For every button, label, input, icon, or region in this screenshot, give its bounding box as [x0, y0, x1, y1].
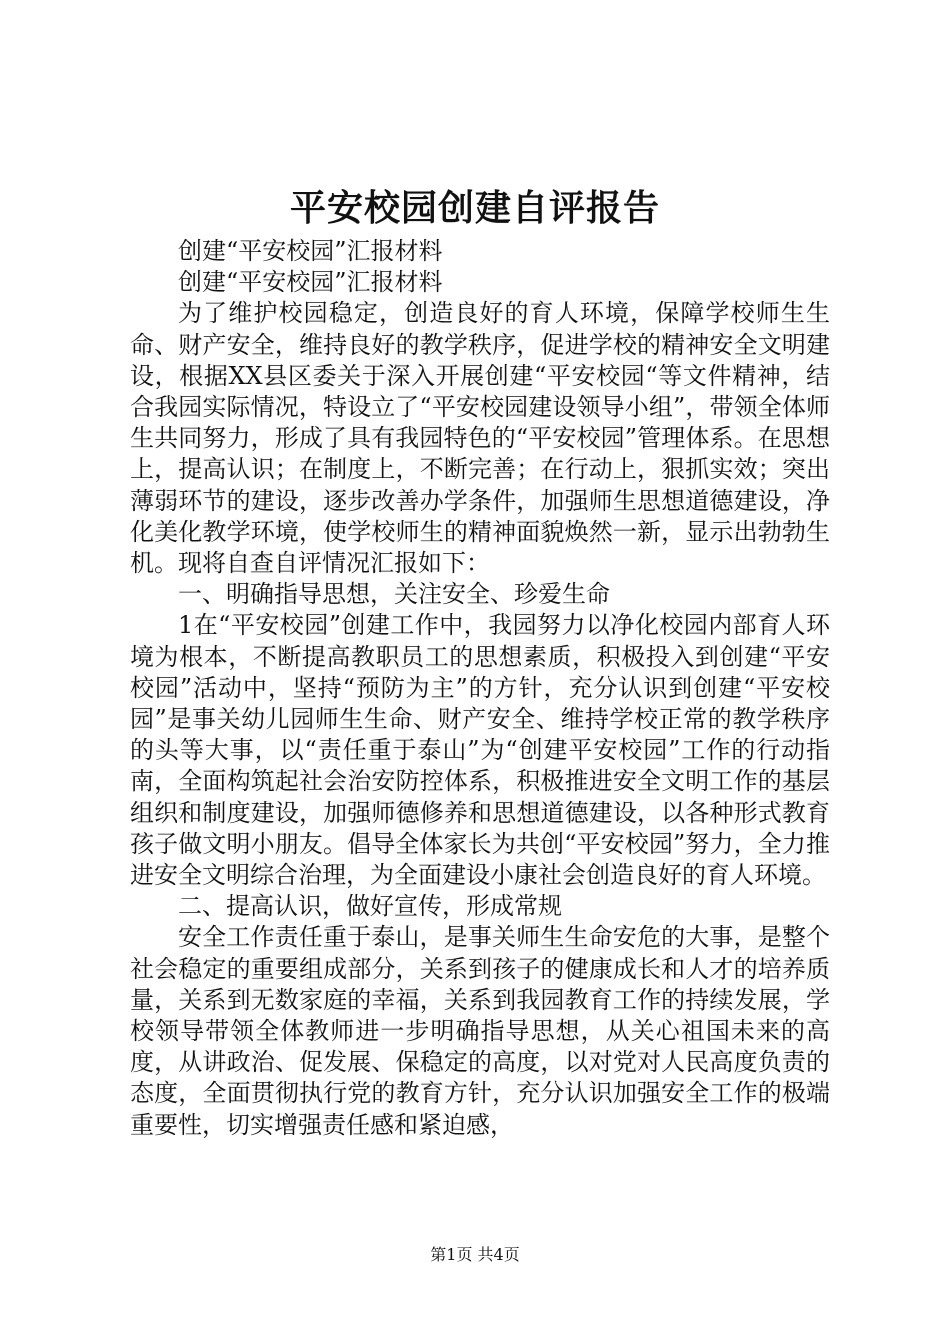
document-body [130, 236, 830, 1141]
heading-report-material-2: 创建“平安校园”汇报材料 [178, 268, 443, 297]
section-2-paragraph: 安全工作责任重于泰山，是事关师生生命安危的大事，是整个社会稳定的重要组成部分，关系到孩子的健康成长和人才的培养质量，关系到无数家庭的幸福，关系到我园教育工作的持续发展，学校领导带领全体教师进一步明确指导思想，从关心祖国未来的高度，从讲政治、促发展、保稳定的高度，以对党对人民高度负责的态度，全面贯彻执行党的教育方针，充分认识加强安全工作的极端重要性，切实增强责任感和紧迫感， [130, 923, 830, 1139]
document-title: 平安校园创建自评报告 [289, 187, 660, 229]
page-footer: 第1页 共4页 [430, 1245, 520, 1264]
intro-paragraph: 为了维护校园稳定，创造良好的育人环境，保障学校师生生命、财产安全，维持良好的教学秩序，促进学校的精神安全文明建设，根据XX县区委关于深入开展创建“平安校园“等文件精神，结合我园实际情况，特设立了“平安校园建设领导小组”，带领全体师生共同努力，形成了具有我园特色的“平安校园”管理体系。在思想上，提高认识；在制度上，不断完善；在行动上，狠抓实效；突出薄弱环节的建设，逐步改善办学条件，加强师生思想道德建设，净化美化教学环境，使学校师生的精神面貌焕然一新，显示出勃勃生机。现将自查自评情况汇报如下： [130, 299, 830, 578]
heading-report-material-1: 创建“平安校园”汇报材料 [178, 237, 443, 265]
section-heading-1: 一、明确指导思想，关注安全、珍爱生命 [178, 580, 610, 609]
section-heading-2: 二、提高认识，做好宣传，形成常规 [178, 892, 562, 921]
section-1-paragraph: 1在“平安校园”创建工作中，我园努力以净化校园内部育人环境为根本，不断提高教职员工的思想素质，积极投入到创建“平安校园”活动中，坚持“预防为主”的方针，充分认识到创建“平安校园”是事关幼儿园师生生命、财产安全、维持学校正常的教学秩序的头等大事，以“责任重于泰山”为“创建平安校园”工作的行动指南，全面构筑起社会治安防控体系，积极推进安全文明工作的基层组织和制度建设，加强师德修养和思想道德建设，以各种形式教育孩子做文明小朋友。倡导全体家长为共创“平安校园”努力，全力推进安全文明综合治理，为全面建设小康社会创造良好的育人环境。 [130, 611, 830, 890]
